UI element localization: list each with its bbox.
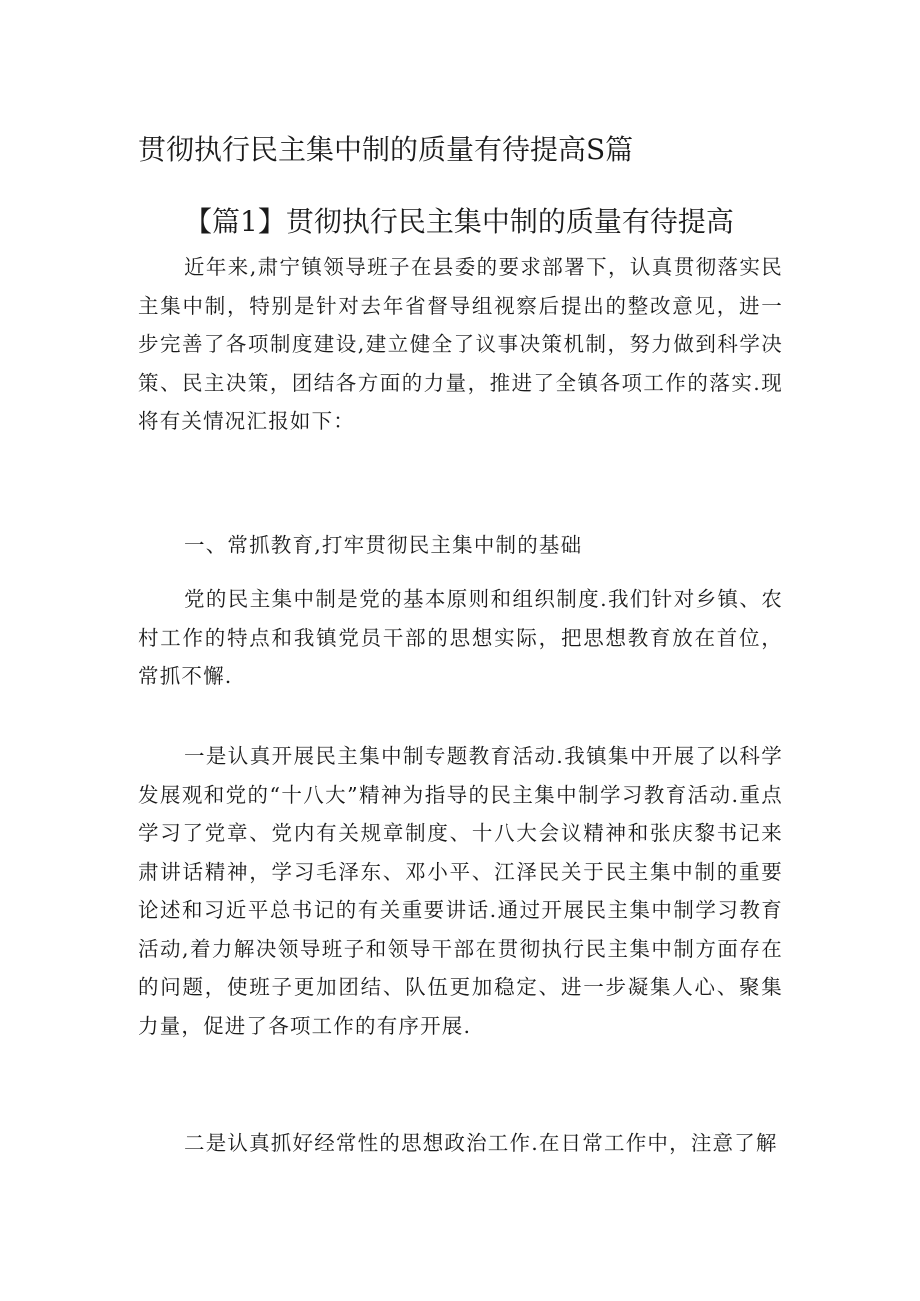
document-title: 贯彻执行民主集中制的质量有待提高S篇 (138, 133, 634, 166)
paragraph-point-two: 二是认真抓好经常性的思想政治工作.在日常工作中，注意了解 (184, 1131, 778, 1155)
section-title: 【篇1】贯彻执行民主集中制的质量有待提高 (184, 205, 734, 238)
paragraph-intro: 近年来,肃宁镇领导班子在县委的要求部署下，认真贯彻落实民主集中制，特别是针对去年省督导组视察后提出的整改意见，进一步完善了各项制度建设,建立健全了议事决策机制，努力做到科学决策、民主决策，团结各方面的力量，推进了全镇各项工作的落实.现将有关情况汇报如下： (138, 255, 783, 433)
paragraph-principle: 党的民主集中制是党的基本原则和组织制度.我们针对乡镇、农村工作的特点和我镇党员干部的思想实际，把思想教育放在首位，常抓不懈. (138, 587, 783, 688)
paragraph-point-one: 一是认真开展民主集中制专题教育活动.我镇集中开展了以科学发展观和党的“十八大”精神为指导的民主集中制学习教育活动.重点学习了党章、党内有关规章制度、十八大会议精神和张庆黎书记来肃讲话精神，学习毛泽东、邓小平、江泽民关于民主集中制的重要论述和习近平总书记的有关重要讲话.通过开展民主集中制学习教育活动,着力解决领导班子和领导干部在贯彻执行民主集中制方面存在的问题，使班子更加团结、队伍更加稳定、进一步凝集人心、聚集力量，促进了各项工作的有序开展. (138, 744, 783, 1038)
heading-one: 一、常抓教育,打牢贯彻民主集中制的基础 (184, 533, 583, 557)
